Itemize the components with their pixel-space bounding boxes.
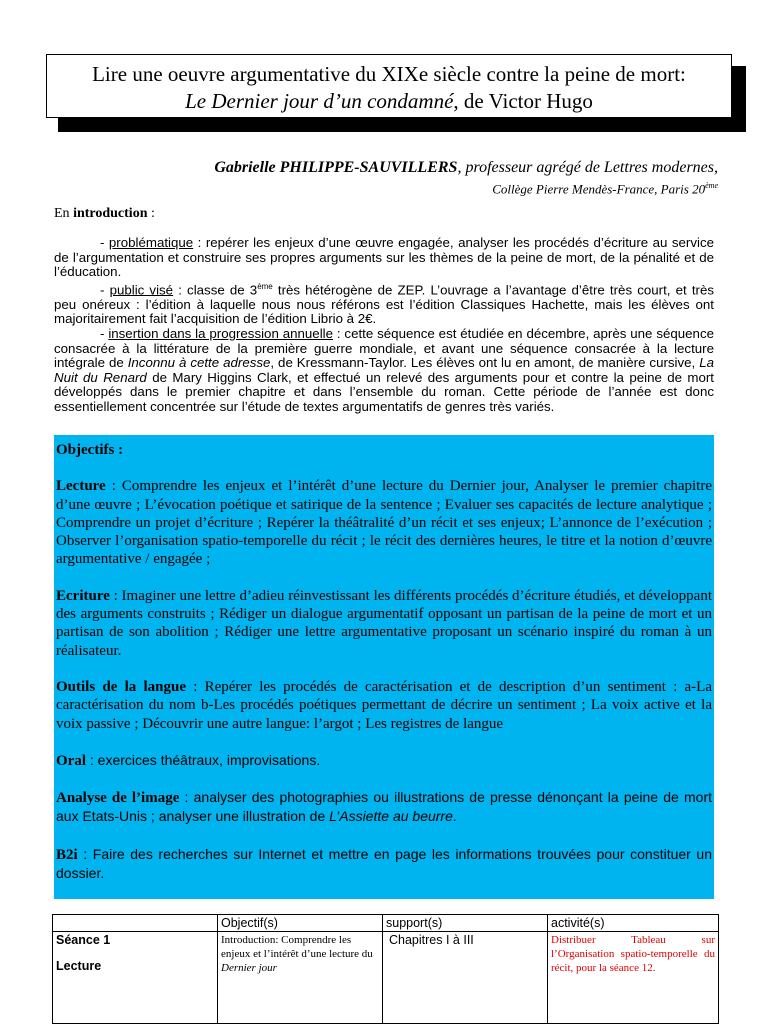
title-author: , de Victor Hugo (453, 89, 593, 113)
objectif-text: Introduction: Comprendre les enjeux et l’intérêt d’une lecture du (221, 934, 373, 960)
oral-label: Oral (56, 752, 86, 769)
table-cell-objectif (218, 932, 383, 1024)
intro-heading (54, 206, 155, 222)
b2i-label: B2i (56, 846, 78, 863)
objectives-heading (56, 441, 712, 459)
objective-outils (56, 678, 712, 733)
document-title (46, 54, 732, 118)
image-text-a: : analyser des photographies ou illustrations de presse dénonçant la peine de mort aux Etats-Unis ; analyser une illustration de (56, 789, 712, 825)
public-text-b: très hétérogène de ZEP. L’ouvrage a l’avantage d’être très court, et très peu onéreux : l’édition à laquelle nous nous référons est l’édition Classiques Hachette, mais les élèves ont majoritairement fait l’acquisition de l’édition Librio à 2€. (54, 282, 714, 327)
intro-public: - public visé : classe de 3ème très hétérogène de ZEP. L’ouvrage a l’avantage d’être très court, et très peu onéreux : l’édition à laquelle nous nous référons est l’édition Classiques Hachette, mais les élèves ont majoritairement fait l’acquisition de l’édition Librio à 2€. (54, 281, 714, 327)
lecture-text: : Comprendre les enjeux et l’intérêt d’une lecture du Dernier jour, Analyser le premier chapitre d’une œuvre ; L’évocation poétique et satirique de la sentence ; Evaluer ses capacités de lecture analytique ; Comprendre un projet d’écriture ; Repérer la théâtralité d’un récit et ses enjeux; L’annonce de l’exécution ; Observer l’organisation spatio-temporelle du récit ; le récit des dernières heures, le titre et la notion d’œuvre argumentative / engagée ; (56, 478, 712, 568)
outils-text: : Repérer les procédés de caractérisation et de description d’un sentiment : a-La caractérisation du nom b-Les procédés poétiques permettant de décrire un sentiment ; La voix active et la voix passive ; Découvrir une autre langue: l’argot ; Les registres de langue (56, 678, 712, 732)
table-header-cell: Objectif(s) (218, 915, 383, 932)
intro-prefix: En (54, 206, 74, 221)
intro-label: introduction (73, 206, 148, 221)
table-cell-support: Chapitres I à III (383, 932, 548, 1024)
objective-ecriture (56, 587, 712, 660)
image-italic: L’Assiette au beurre (329, 808, 453, 825)
insertion-text-a: : cette séquence est étudiée en décembre, après une séquence consacrée à la littérature de la première guerre mondiale, et avant une séquence consacrée à la lecture intégrale de (54, 325, 714, 371)
author-line (214, 159, 718, 177)
outils-label: Outils de la langue (56, 678, 186, 695)
objective-b2i (56, 845, 712, 884)
author-school (214, 177, 718, 198)
public-label: public visé (109, 282, 174, 298)
table-header-cell (53, 915, 218, 932)
lecture-label: Lecture (56, 478, 106, 495)
table-cell-seance (53, 932, 218, 1024)
book-title: Le Dernier jour d’un condamné (185, 89, 454, 113)
insertion-text-c: de Mary Higgins Clark, et effectué un relevé des arguments pour et contre la peine de mort développés dans le premier chapitre et dans l’ensemble du roman. Cette période de l’année est donc essentiellement concentrée sur l’étude de textes argumentatifs de genres très variés. (54, 369, 714, 414)
intro-problematique: - problématique : repérer les enjeux d’une œuvre engagée, analyser les procédés d’écriture au service de l’argumentation et construire ses propres arguments sur les thèmes de la peine de mort, de la pénalité et de l’éducation. (54, 235, 715, 280)
school-name: Collège Pierre Mendès-France, Paris 20 (492, 181, 706, 197)
author-name: Gabrielle PHILIPPE-SAUVILLERS (214, 159, 458, 176)
seance-label: Séance 1 (56, 933, 111, 947)
table-header-cell: activité(s) (548, 915, 719, 932)
insertion-text-b: , de Kressmann-Taylor. Les élèves ont lu en amont, de manière cursive, (270, 355, 700, 371)
sequence-table (52, 914, 719, 1024)
intro-suffix: : (147, 206, 155, 221)
objectives-box (54, 435, 714, 899)
intro-insertion: - insertion dans la progression annuelle : cette séquence est étudiée en décembre, après une séquence consacrée à la littérature de la première guerre mondiale, et avant une séquence consacrée à la lecture intégrale de Inconnu à cette adresse, de Kressmann-Taylor. Les élèves ont lu en amont, de manière cursive, La Nuit du Renard de Mary Higgins Clark, et effectué un relevé des arguments pour et contre la peine de mort développés dans le premier chapitre et dans l’ensemble du roman. Cette période de l’année est donc essentiellement concentrée sur l’étude de textes argumentatifs de genres très variés. (54, 325, 714, 414)
author-block (214, 159, 718, 198)
author-role: , professeur agrégé de Lettres modernes, (457, 159, 718, 176)
public-text-a: : classe de 3 (173, 282, 258, 298)
table-header-cell: support(s) (383, 915, 548, 932)
public-sup: ème (257, 281, 273, 291)
problematique-label: problématique (108, 235, 194, 250)
image-label: Analyse de l’image (56, 790, 180, 807)
ecriture-text: : Imaginer une lettre d’adieu réinvestissant les différents procédés d’écriture étudiés, et développant des arguments construits ; Rédiger un dialogue argumentatif opposant un partisan de la peine de mort et un partisan de son abolition ; Rédiger une lettre argumentative proposant un scénario inspiré du roman à un réalisateur. (56, 587, 712, 659)
insertion-book-1: Inconnu à cette adresse (127, 355, 271, 371)
insertion-label: insertion dans la progression annuelle (108, 325, 333, 341)
objectives-title: Objectifs : (56, 442, 124, 458)
objective-oral (56, 751, 712, 770)
objective-lecture (56, 477, 712, 568)
table-header-row (53, 915, 719, 932)
table-cell-activite: Distribuer Tableau sur l’Organisation spatio-temporelle du récit, pour la séance 12. (548, 932, 719, 1024)
ecriture-label: Ecriture (56, 587, 110, 604)
intro-paragraphs (54, 236, 714, 415)
objective-image (56, 788, 712, 827)
table-row (53, 932, 719, 1024)
title-line-2 (47, 88, 731, 115)
image-text-b: . (452, 808, 457, 825)
objectif-italic: Dernier jour (221, 962, 277, 974)
oral-text: : exercices théâtraux, improvisations. (86, 751, 321, 768)
school-sup: ème (705, 181, 718, 190)
title-line-1: Lire une oeuvre argumentative du XIXe siècle contre la peine de mort: (92, 62, 686, 86)
insertion-book-2: La Nuit du Renard (54, 355, 714, 385)
problematique-text: : repérer les enjeux d’une œuvre engagée, analyser les procédés d’écriture au service de l’argumentation et construire ses propres arguments sur les thèmes de la peine de mort, de la pénalité et de l’éducation. (54, 235, 715, 280)
seance-type: Lecture (56, 959, 102, 973)
b2i-text: : Faire des recherches sur Internet et mettre en page les informations trouvées pour constituer un dossier. (56, 845, 712, 882)
